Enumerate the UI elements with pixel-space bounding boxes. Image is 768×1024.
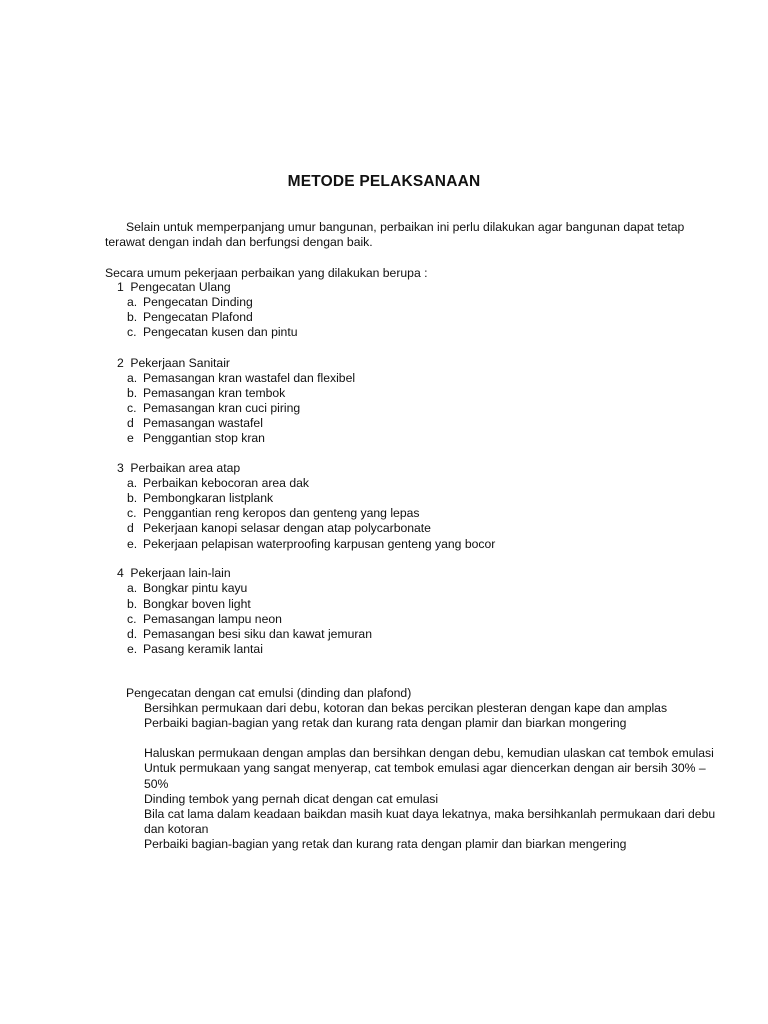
section-number: 4 [117, 566, 124, 580]
section-heading [117, 566, 231, 581]
paint-step: Perbaiki bagian-bagian yang retak dan kurang rata dengan plamir dan biarkan mongering [144, 716, 627, 730]
section-title: Pekerjaan Sanitair [130, 356, 230, 370]
list-item-text: Bongkar pintu kayu [143, 581, 248, 595]
list-item-text: Pekerjaan pelapisan waterproofing karpusan genteng yang bocor [143, 537, 496, 551]
list-item [127, 476, 309, 491]
list-marker: e [127, 431, 134, 445]
list-item [127, 431, 265, 446]
list-marker: d [127, 521, 134, 535]
list-item-text: Pemasangan kran cuci piring [143, 401, 301, 415]
paint-step-continued: dan kotoran [144, 822, 209, 836]
paint-step: Bila cat lama dalam keadaan baikdan masih kuat daya lekatnya, maka bersihkanlah permukaan dari debu [144, 807, 716, 821]
list-item-text: Pemasangan wastafel [143, 416, 263, 430]
paint-step-continued: 50% [144, 777, 169, 791]
list-item-text: Pengecatan Dinding [143, 295, 253, 309]
paint-step: Perbaiki bagian-bagian yang retak dan kurang rata dengan plamir dan biarkan mengering [144, 837, 627, 851]
list-item [127, 386, 285, 401]
list-marker: c. [127, 506, 137, 520]
list-intro: Secara umum pekerjaan perbaikan yang dilakukan berupa : [105, 266, 428, 280]
list-marker: e. [127, 642, 138, 656]
list-marker: d [127, 416, 134, 430]
list-item [127, 371, 355, 386]
list-item [127, 627, 372, 642]
paint-step: Untuk permukaan yang sangat menyerap, cat tembok emulasi agar diencerkan dengan air bersih 30% – [144, 761, 706, 775]
list-marker: b. [127, 310, 138, 324]
list-marker: c. [127, 612, 137, 626]
list-item [127, 325, 298, 340]
list-item-text: Pemasangan kran tembok [143, 386, 286, 400]
list-item-text: Pekerjaan kanopi selasar dengan atap polycarbonate [143, 521, 431, 535]
list-marker: b. [127, 491, 138, 505]
list-marker: c. [127, 325, 137, 339]
list-marker: c. [127, 401, 137, 415]
list-item [127, 401, 300, 416]
list-item-text: Pengecatan kusen dan pintu [143, 325, 298, 339]
list-marker: b. [127, 386, 138, 400]
list-item [127, 642, 263, 657]
section-number: 2 [117, 356, 124, 370]
list-item [127, 521, 431, 536]
list-marker: a. [127, 581, 138, 595]
list-item-text: Perbaikan kebocoran area dak [143, 476, 309, 490]
list-item-text: Pemasangan lampu neon [143, 612, 282, 626]
list-item [127, 310, 253, 325]
paint-step: Dinding tembok yang pernah dicat dengan cat emulasi [144, 792, 439, 806]
paint-heading: Pengecatan dengan cat emulsi (dinding dan plafond) [126, 686, 412, 700]
paint-step: Bersihkan permukaan dari debu, kotoran dan bekas percikan plesteran dengan kape dan amplas [144, 701, 668, 715]
section-title: Pekerjaan lain-lain [130, 566, 231, 580]
list-item [127, 295, 253, 310]
list-item-text: Pasang keramik lantai [143, 642, 263, 656]
list-item-text: Pembongkaran listplank [143, 491, 274, 505]
list-marker: b. [127, 597, 138, 611]
list-marker: a. [127, 295, 138, 309]
paint-step: Haluskan permukaan dengan amplas dan bersihkan dengan debu, kemudian ulaskan cat tembok emulasi [144, 746, 714, 760]
page-title: METODE PELAKSANAAN [287, 173, 481, 190]
list-item-text: Pemasangan besi siku dan kawat jemuran [143, 627, 372, 641]
list-item [127, 612, 282, 627]
section-heading [117, 461, 240, 476]
list-marker: a. [127, 371, 138, 385]
list-item [127, 537, 495, 552]
list-item [127, 581, 247, 596]
section-heading [117, 356, 230, 371]
list-item-text: Bongkar boven light [143, 597, 251, 611]
list-item [127, 491, 273, 506]
list-item [127, 597, 251, 612]
list-marker: d. [127, 627, 138, 641]
list-item [127, 416, 263, 431]
list-item-text: Penggantian stop kran [143, 431, 265, 445]
intro-line-1: Selain untuk memperpanjang umur bangunan, perbaikan ini perlu dilakukan agar bangunan dapat tetap [126, 220, 685, 234]
list-marker: e. [127, 537, 138, 551]
section-number: 1 [117, 280, 124, 294]
section-heading [117, 280, 231, 295]
list-item-text: Pengecatan Plafond [143, 310, 253, 324]
list-item-text: Penggantian reng keropos dan genteng yang lepas [143, 506, 420, 520]
intro-line-2: terawat dengan indah dan berfungsi dengan baik. [105, 235, 373, 249]
section-number: 3 [117, 461, 124, 475]
section-title: Pengecatan Ulang [130, 280, 231, 294]
list-item [127, 506, 419, 521]
list-item-text: Pemasangan kran wastafel dan flexibel [143, 371, 356, 385]
list-marker: a. [127, 476, 138, 490]
section-title: Perbaikan area atap [130, 461, 241, 475]
